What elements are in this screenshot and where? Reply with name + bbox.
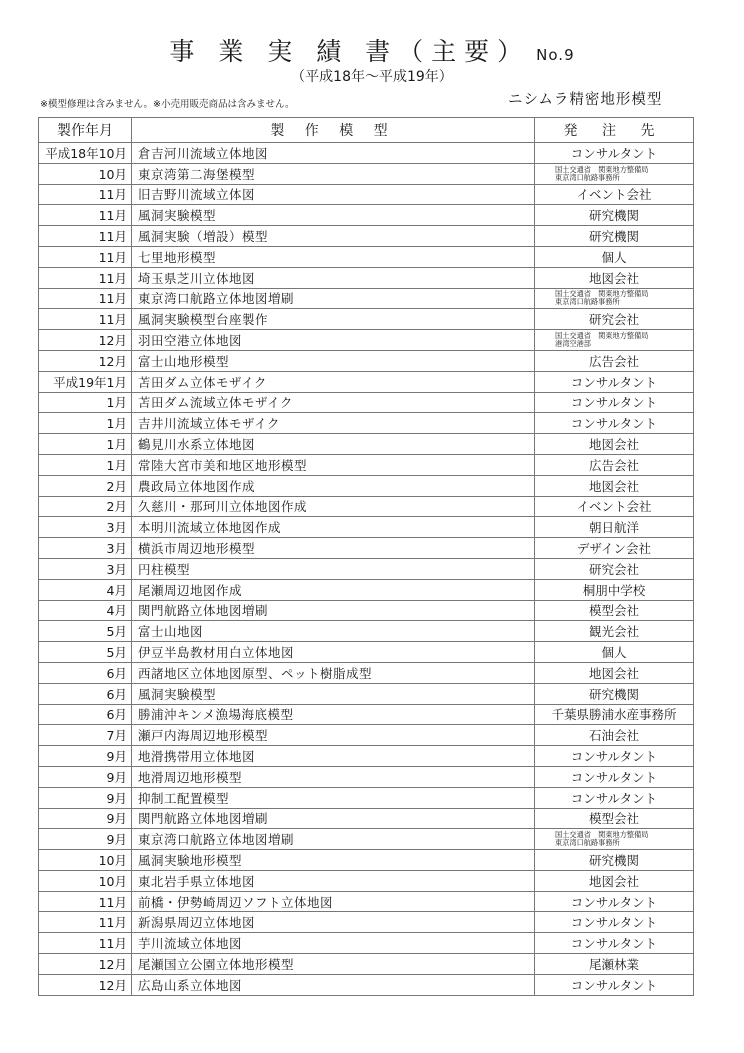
row-date: 11月 xyxy=(39,288,132,309)
row-date: 6月 xyxy=(39,683,132,704)
row-client: 地図会社 xyxy=(535,267,694,288)
row-client: 研究機関 xyxy=(535,205,694,226)
table-row xyxy=(39,350,694,371)
row-client: 広告会社 xyxy=(535,454,694,475)
row-client: コンサルタント xyxy=(535,891,694,912)
row-client: コンサルタント xyxy=(535,143,694,164)
row-date: 11月 xyxy=(39,226,132,247)
table-row xyxy=(39,746,694,767)
row-client: 研究会社 xyxy=(535,558,694,579)
row-model: 円柱模型 xyxy=(132,558,535,579)
row-model: 風洞実験模型台座製作 xyxy=(132,309,535,330)
table-row xyxy=(39,330,694,351)
table-row xyxy=(39,829,694,850)
table-row xyxy=(39,683,694,704)
row-date: 11月 xyxy=(39,933,132,954)
row-date: 1月 xyxy=(39,392,132,413)
table-row xyxy=(39,392,694,413)
row-model: 吉井川流域立体モザイク xyxy=(132,413,535,434)
row-model: 久慈川・那珂川立体地図作成 xyxy=(132,496,535,517)
table-row xyxy=(39,288,694,309)
row-date: 11月 xyxy=(39,891,132,912)
row-date: 2月 xyxy=(39,475,132,496)
table-row xyxy=(39,226,694,247)
row-model: 常陸大宮市美和地区地形模型 xyxy=(132,454,535,475)
table-row xyxy=(39,413,694,434)
table-row xyxy=(39,891,694,912)
table-row xyxy=(39,163,694,184)
row-client: 個人 xyxy=(535,246,694,267)
row-client: コンサルタント xyxy=(535,413,694,434)
row-date: 10月 xyxy=(39,850,132,871)
row-date: 3月 xyxy=(39,538,132,559)
row-date: 11月 xyxy=(39,267,132,288)
row-client: 国土交通省 関東地方整備局 港湾空港部 xyxy=(535,330,694,351)
row-model: 尾瀬周辺地図作成 xyxy=(132,579,535,600)
page-number: No.9 xyxy=(536,46,575,64)
row-model: 七里地形模型 xyxy=(132,246,535,267)
table-row xyxy=(39,184,694,205)
row-client: 朝日航洋 xyxy=(535,517,694,538)
table-row xyxy=(39,143,694,164)
row-client: イベント会社 xyxy=(535,184,694,205)
row-model: 農政局立体地図作成 xyxy=(132,475,535,496)
row-date: 9月 xyxy=(39,746,132,767)
row-model: 風洞実験（増設）模型 xyxy=(132,226,535,247)
row-client: 研究機関 xyxy=(535,850,694,871)
row-model: 新潟県周辺立体地図 xyxy=(132,912,535,933)
row-model: 東京湾口航路立体地図増刷 xyxy=(132,829,535,850)
row-date: 2月 xyxy=(39,496,132,517)
table-row xyxy=(39,496,694,517)
row-model: 伊豆半島教材用白立体地図 xyxy=(132,642,535,663)
row-date: 10月 xyxy=(39,163,132,184)
row-client: 千葉県勝浦水産事務所 xyxy=(535,704,694,725)
document-title xyxy=(0,32,744,68)
row-date: 9月 xyxy=(39,787,132,808)
row-model: 風洞実験地形模型 xyxy=(132,850,535,871)
table-row xyxy=(39,642,694,663)
row-date: 11月 xyxy=(39,912,132,933)
row-model: 横浜市周辺地形模型 xyxy=(132,538,535,559)
row-model: 苫田ダム流域立体モザイク xyxy=(132,392,535,413)
table-body xyxy=(39,143,694,996)
row-date: 1月 xyxy=(39,454,132,475)
achievements-table xyxy=(38,117,694,996)
row-date: 7月 xyxy=(39,725,132,746)
row-date: 6月 xyxy=(39,662,132,683)
row-date: 平成19年1月 xyxy=(39,371,132,392)
row-date: 9月 xyxy=(39,829,132,850)
row-client: 観光会社 xyxy=(535,621,694,642)
row-model: 抑制工配置模型 xyxy=(132,787,535,808)
row-client: イベント会社 xyxy=(535,496,694,517)
exclusion-note: ※模型修理は含みません。※小売用販売商品は含みません。 xyxy=(40,99,295,110)
row-date: 12月 xyxy=(39,350,132,371)
row-client: 桐朋中学校 xyxy=(535,579,694,600)
row-date: 9月 xyxy=(39,808,132,829)
row-client: デザイン会社 xyxy=(535,538,694,559)
table-row xyxy=(39,704,694,725)
table-row xyxy=(39,309,694,330)
row-date: 平成18年10月 xyxy=(39,143,132,164)
row-date: 1月 xyxy=(39,434,132,455)
table-row xyxy=(39,954,694,975)
row-date: 3月 xyxy=(39,558,132,579)
row-client: コンサルタント xyxy=(535,766,694,787)
table-row xyxy=(39,475,694,496)
row-date: 5月 xyxy=(39,642,132,663)
row-client: 研究機関 xyxy=(535,683,694,704)
row-model: 前橋・伊勢崎周辺ソフト立体地図 xyxy=(132,891,535,912)
row-client: 模型会社 xyxy=(535,808,694,829)
row-model: 芋川流域立体地図 xyxy=(132,933,535,954)
table-row xyxy=(39,850,694,871)
table-row xyxy=(39,246,694,267)
row-model: 東北岩手県立体地図 xyxy=(132,870,535,891)
column-header-model: 製 作 模 型 xyxy=(132,118,535,143)
row-client: 地図会社 xyxy=(535,434,694,455)
row-date: 11月 xyxy=(39,205,132,226)
table-row xyxy=(39,870,694,891)
row-model: 東京湾第二海堡模型 xyxy=(132,163,535,184)
table-row xyxy=(39,267,694,288)
table-row xyxy=(39,808,694,829)
row-client: コンサルタント xyxy=(535,912,694,933)
table-row xyxy=(39,434,694,455)
row-client: 個人 xyxy=(535,642,694,663)
row-date: 11月 xyxy=(39,309,132,330)
row-model: 埼玉県芝川立体地図 xyxy=(132,267,535,288)
row-client: 広告会社 xyxy=(535,350,694,371)
row-client: コンサルタント xyxy=(535,933,694,954)
row-model: 広島山系立体地図 xyxy=(132,974,535,995)
row-date: 3月 xyxy=(39,517,132,538)
row-model: 地滑携帯用立体地図 xyxy=(132,746,535,767)
row-model: 勝浦沖キンメ漁場海底模型 xyxy=(132,704,535,725)
row-client: 地図会社 xyxy=(535,662,694,683)
row-model: 倉吉河川流域立体地図 xyxy=(132,143,535,164)
table-row xyxy=(39,974,694,995)
table-row xyxy=(39,766,694,787)
table-header-row xyxy=(39,118,694,143)
table-row xyxy=(39,538,694,559)
row-model: 本明川流域立体地図作成 xyxy=(132,517,535,538)
row-client: 国土交通省 関東地方整備局 東京湾口航路事務所 xyxy=(535,288,694,309)
row-client: 模型会社 xyxy=(535,600,694,621)
row-model: 風洞実験模型 xyxy=(132,205,535,226)
table-row xyxy=(39,371,694,392)
table-row xyxy=(39,787,694,808)
table-row xyxy=(39,662,694,683)
table-row xyxy=(39,454,694,475)
row-date: 12月 xyxy=(39,954,132,975)
row-model: 関門航路立体地図増刷 xyxy=(132,600,535,621)
table-row xyxy=(39,558,694,579)
table-row xyxy=(39,912,694,933)
row-client: 国土交通省 関東地方整備局 東京湾口航路事務所 xyxy=(535,163,694,184)
row-client: 研究機関 xyxy=(535,226,694,247)
table-row xyxy=(39,621,694,642)
row-client: 石油会社 xyxy=(535,725,694,746)
row-client: 地図会社 xyxy=(535,475,694,496)
row-date: 11月 xyxy=(39,246,132,267)
row-date: 5月 xyxy=(39,621,132,642)
row-model: 鶴見川水系立体地図 xyxy=(132,434,535,455)
row-client: 地図会社 xyxy=(535,870,694,891)
column-header-date: 製作年月 xyxy=(39,118,132,143)
table-row xyxy=(39,579,694,600)
row-client: コンサルタント xyxy=(535,392,694,413)
row-client: コンサルタント xyxy=(535,974,694,995)
row-model: 富士山地図 xyxy=(132,621,535,642)
row-date: 11月 xyxy=(39,184,132,205)
row-model: 瀬戸内海周辺地形模型 xyxy=(132,725,535,746)
row-date: 9月 xyxy=(39,766,132,787)
row-date: 4月 xyxy=(39,600,132,621)
row-model: 風洞実験模型 xyxy=(132,683,535,704)
row-model: 富士山地形模型 xyxy=(132,350,535,371)
row-model: 東京湾口航路立体地図増刷 xyxy=(132,288,535,309)
period-subtitle: （平成18年〜平成19年） xyxy=(291,69,453,85)
table-row xyxy=(39,517,694,538)
title-text: 事 業 実 績 書（主要） xyxy=(169,37,531,66)
row-client: コンサルタント xyxy=(535,371,694,392)
row-model: 関門航路立体地図増刷 xyxy=(132,808,535,829)
row-model: 羽田空港立体地図 xyxy=(132,330,535,351)
row-date: 6月 xyxy=(39,704,132,725)
row-model: 西諸地区立体地図原型、ペット樹脂成型 xyxy=(132,662,535,683)
row-model: 旧吉野川流域立体図 xyxy=(132,184,535,205)
row-client: 国土交通省 関東地方整備局 東京湾口航路事務所 xyxy=(535,829,694,850)
row-client: 研究会社 xyxy=(535,309,694,330)
row-client: 尾瀬林業 xyxy=(535,954,694,975)
row-date: 4月 xyxy=(39,579,132,600)
row-client: コンサルタント xyxy=(535,787,694,808)
row-model: 地滑周辺地形模型 xyxy=(132,766,535,787)
row-date: 1月 xyxy=(39,413,132,434)
company-name: ニシムラ精密地形模型 xyxy=(508,92,663,108)
row-date: 12月 xyxy=(39,330,132,351)
row-model: 苫田ダム立体モザイク xyxy=(132,371,535,392)
table-row xyxy=(39,933,694,954)
table-row xyxy=(39,205,694,226)
row-client: コンサルタント xyxy=(535,746,694,767)
row-model: 尾瀬国立公園立体地形模型 xyxy=(132,954,535,975)
table-row xyxy=(39,725,694,746)
row-date: 12月 xyxy=(39,974,132,995)
table-row xyxy=(39,600,694,621)
column-header-client: 発 注 先 xyxy=(535,118,694,143)
row-date: 10月 xyxy=(39,870,132,891)
